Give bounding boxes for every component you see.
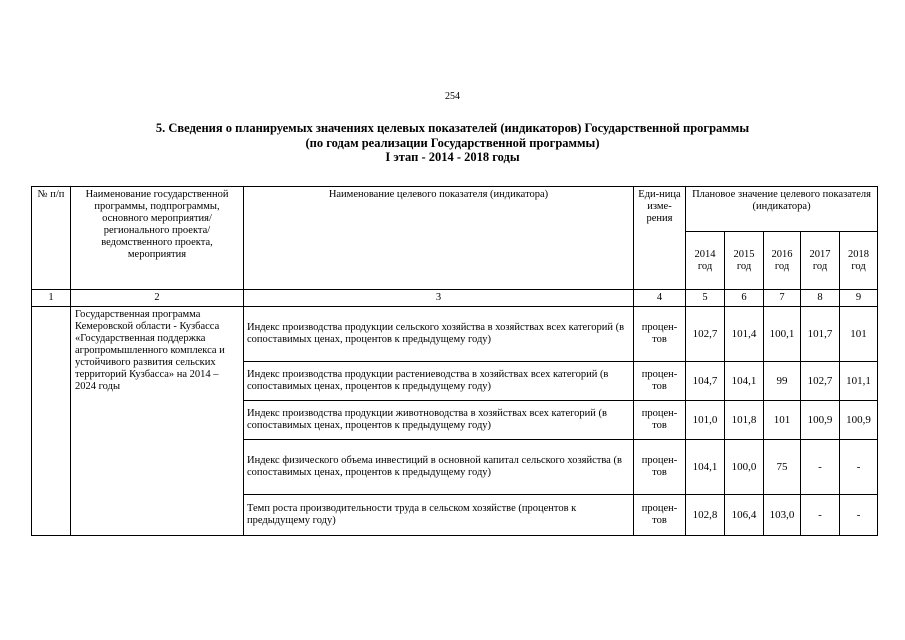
- value-2016: 103,0: [764, 495, 801, 536]
- value-2018: -: [840, 495, 878, 536]
- value-2015: 104,1: [725, 362, 764, 401]
- column-number: 4: [634, 290, 686, 307]
- column-number: 8: [801, 290, 840, 307]
- unit-cell: процен-тов: [634, 440, 686, 495]
- header-year-2016: 2016 год: [764, 232, 801, 290]
- header-number: № п/п: [32, 187, 71, 290]
- column-number: 9: [840, 290, 878, 307]
- value-2016: 101: [764, 401, 801, 440]
- column-number: 5: [686, 290, 725, 307]
- value-2017: 102,7: [801, 362, 840, 401]
- value-2016: 99: [764, 362, 801, 401]
- value-2017: -: [801, 440, 840, 495]
- header-indicator: Наименование целевого показателя (индикатора): [244, 187, 634, 290]
- column-number: 6: [725, 290, 764, 307]
- value-2015: 100,0: [725, 440, 764, 495]
- value-2017: -: [801, 495, 840, 536]
- value-2017: 101,7: [801, 307, 840, 362]
- indicators-table: [31, 186, 878, 536]
- indicator-name: Индекс производства продукции животноводства в хозяйствах всех категорий (в сопоставимых ценах, процентов к предыдущему году): [244, 401, 634, 440]
- value-2018: 101,1: [840, 362, 878, 401]
- column-numbers-row: [32, 290, 878, 307]
- title-line-3: I этап - 2014 - 2018 годы: [385, 150, 520, 164]
- value-2017: 100,9: [801, 401, 840, 440]
- header-year-2018: 2018 год: [840, 232, 878, 290]
- column-number: 2: [71, 290, 244, 307]
- header-year-2017: 2017 год: [801, 232, 840, 290]
- value-2016: 100,1: [764, 307, 801, 362]
- unit-cell: процен-тов: [634, 401, 686, 440]
- indicator-name: Индекс производства продукции растениеводства в хозяйствах всех категорий (в сопоставимых ценах, процентов к предыдущему году): [244, 362, 634, 401]
- page-number: 254: [445, 91, 460, 102]
- table-row: [32, 307, 878, 362]
- value-2018: 101: [840, 307, 878, 362]
- value-2015: 101,8: [725, 401, 764, 440]
- title-line-1: 5. Сведения о планируемых значениях целевых показателей (индикаторов) Государственной программы: [155, 121, 750, 135]
- row-number-cell: [32, 307, 71, 536]
- document-title: [0, 121, 905, 165]
- value-2016: 75: [764, 440, 801, 495]
- column-number: 1: [32, 290, 71, 307]
- value-2014: 102,8: [686, 495, 725, 536]
- header-year-2015: 2015 год: [725, 232, 764, 290]
- indicator-name: Индекс производства продукции сельского хозяйства в хозяйствах всех категорий (в сопоставимых ценах, процентов к предыдущему году): [244, 307, 634, 362]
- value-2014: 101,0: [686, 401, 725, 440]
- value-2014: 102,7: [686, 307, 725, 362]
- header-unit: Еди-ница изме-рения: [634, 187, 686, 290]
- title-line-2: (по годам реализации Государственной программы): [305, 135, 600, 150]
- indicator-name: Индекс физического объема инвестиций в основной капитал сельского хозяйства (в сопоставимых ценах, процентов к предыдущему году): [244, 440, 634, 495]
- unit-cell: процен-тов: [634, 307, 686, 362]
- value-2018: -: [840, 440, 878, 495]
- unit-cell: процен-тов: [634, 362, 686, 401]
- value-2018: 100,9: [840, 401, 878, 440]
- unit-cell: процен-тов: [634, 495, 686, 536]
- column-number: 7: [764, 290, 801, 307]
- value-2015: 101,4: [725, 307, 764, 362]
- column-number: 3: [244, 290, 634, 307]
- value-2014: 104,1: [686, 440, 725, 495]
- header-planned-value: Плановое значение целевого показателя (индикатора): [686, 187, 878, 232]
- header-year-2014: 2014 год: [686, 232, 725, 290]
- indicator-name: Темп роста производительности труда в сельском хозяйстве (процентов к предыдущему году): [244, 495, 634, 536]
- header-program: Наименование государственной программы, подпрограммы, основного мероприятия/регионального проекта/ведомственного проекта, мероприятия: [71, 187, 244, 290]
- value-2015: 106,4: [725, 495, 764, 536]
- value-2014: 104,7: [686, 362, 725, 401]
- program-name: Государственная программа Кемеровской области - Кузбасса «Государственная поддержка агропромышленного комплекса и устойчивого развития сельских территорий Кузбасса» на 2014 – 2024 годы: [71, 307, 244, 536]
